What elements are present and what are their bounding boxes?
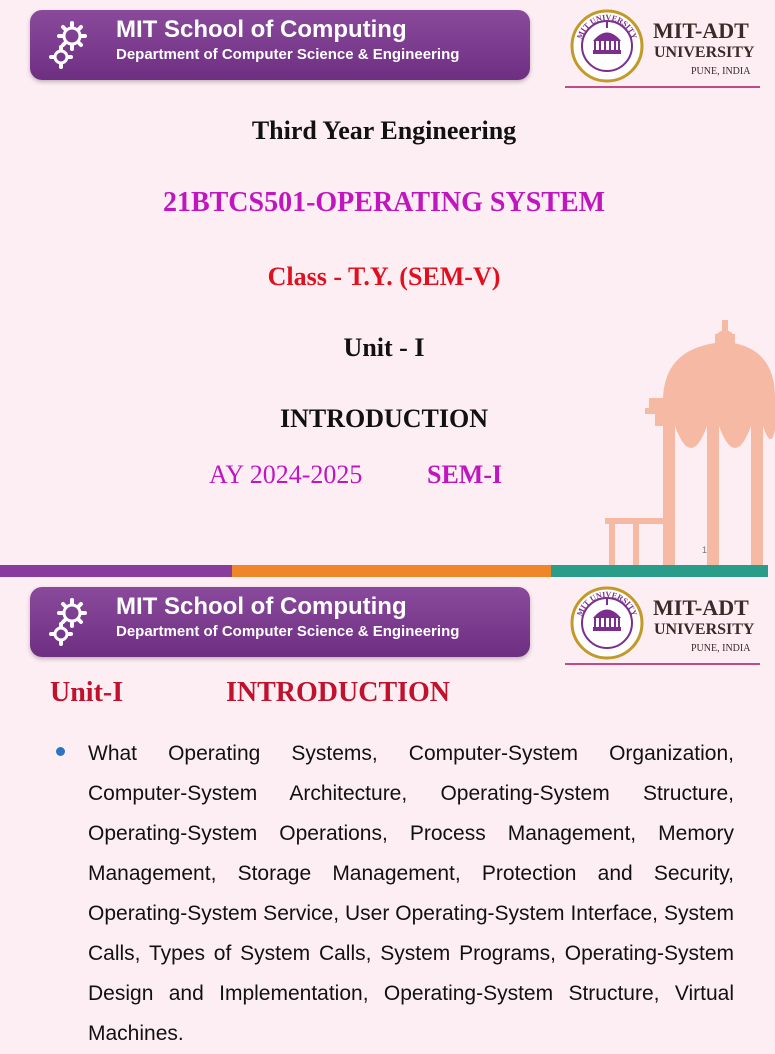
section-title: INTRODUCTION [226, 677, 451, 708]
course-title: 21BTCS501-OPERATING SYSTEM [162, 187, 606, 218]
logo-name: MIT-ADT [653, 595, 749, 620]
page-number: 1 [702, 545, 708, 555]
university-logo [565, 6, 760, 88]
logo-university: UNIVERSITY [654, 621, 755, 638]
unit-label: Unit - I [343, 333, 425, 362]
logo-university: UNIVERSITY [654, 44, 755, 61]
topic-text: INTRODUCTION [279, 404, 489, 433]
divider-orange [232, 565, 551, 577]
divider-teal [551, 565, 768, 577]
slide-2 [0, 577, 768, 1045]
school-name: MIT School of Computing [116, 593, 407, 620]
seal-text: MIT UNIVERSITY [575, 12, 639, 41]
gears-icon [48, 597, 92, 647]
university-logo [565, 583, 760, 665]
academic-year: AY 2024-2025 [209, 460, 363, 489]
unit-heading: Unit-I [50, 677, 124, 708]
department-name: Department of Computer Science & Engineering [116, 623, 460, 640]
logo-location: PUNE, INDIA [691, 643, 751, 654]
slide-divider [0, 565, 768, 577]
bullet-dot-icon [56, 747, 65, 756]
university-seal-icon [569, 585, 645, 661]
gears-icon [48, 20, 92, 70]
university-seal-icon [569, 8, 645, 84]
divider-purple [0, 565, 232, 577]
year-heading: Third Year Engineering [251, 116, 517, 145]
logo-location: PUNE, INDIA [691, 66, 751, 77]
school-name: MIT School of Computing [116, 16, 407, 43]
semester-label: SEM-I [427, 460, 503, 489]
department-name: Department of Computer Science & Engineering [116, 46, 460, 63]
class-label: Class - T.Y. (SEM-V) [267, 262, 501, 291]
seal-text: MIT UNIVERSITY [575, 589, 639, 618]
dome-pavilion-icon [605, 320, 775, 565]
school-banner [30, 587, 530, 657]
school-banner [30, 10, 530, 80]
logo-name: MIT-ADT [653, 18, 749, 43]
syllabus-bullet: What Operating Systems, Computer-System Organization, Computer-System Architecture, Operating-System Structure, Operating-System Operations, Process Management, Memory Management, Storage Management, Protection and Security, Operating-System Service, User Operating-System Interface, System Calls, Types of System Calls, System Programs, Operating-System Design and Implementation, Operating-System Structure, Virtual Machines. [88, 742, 734, 1045]
